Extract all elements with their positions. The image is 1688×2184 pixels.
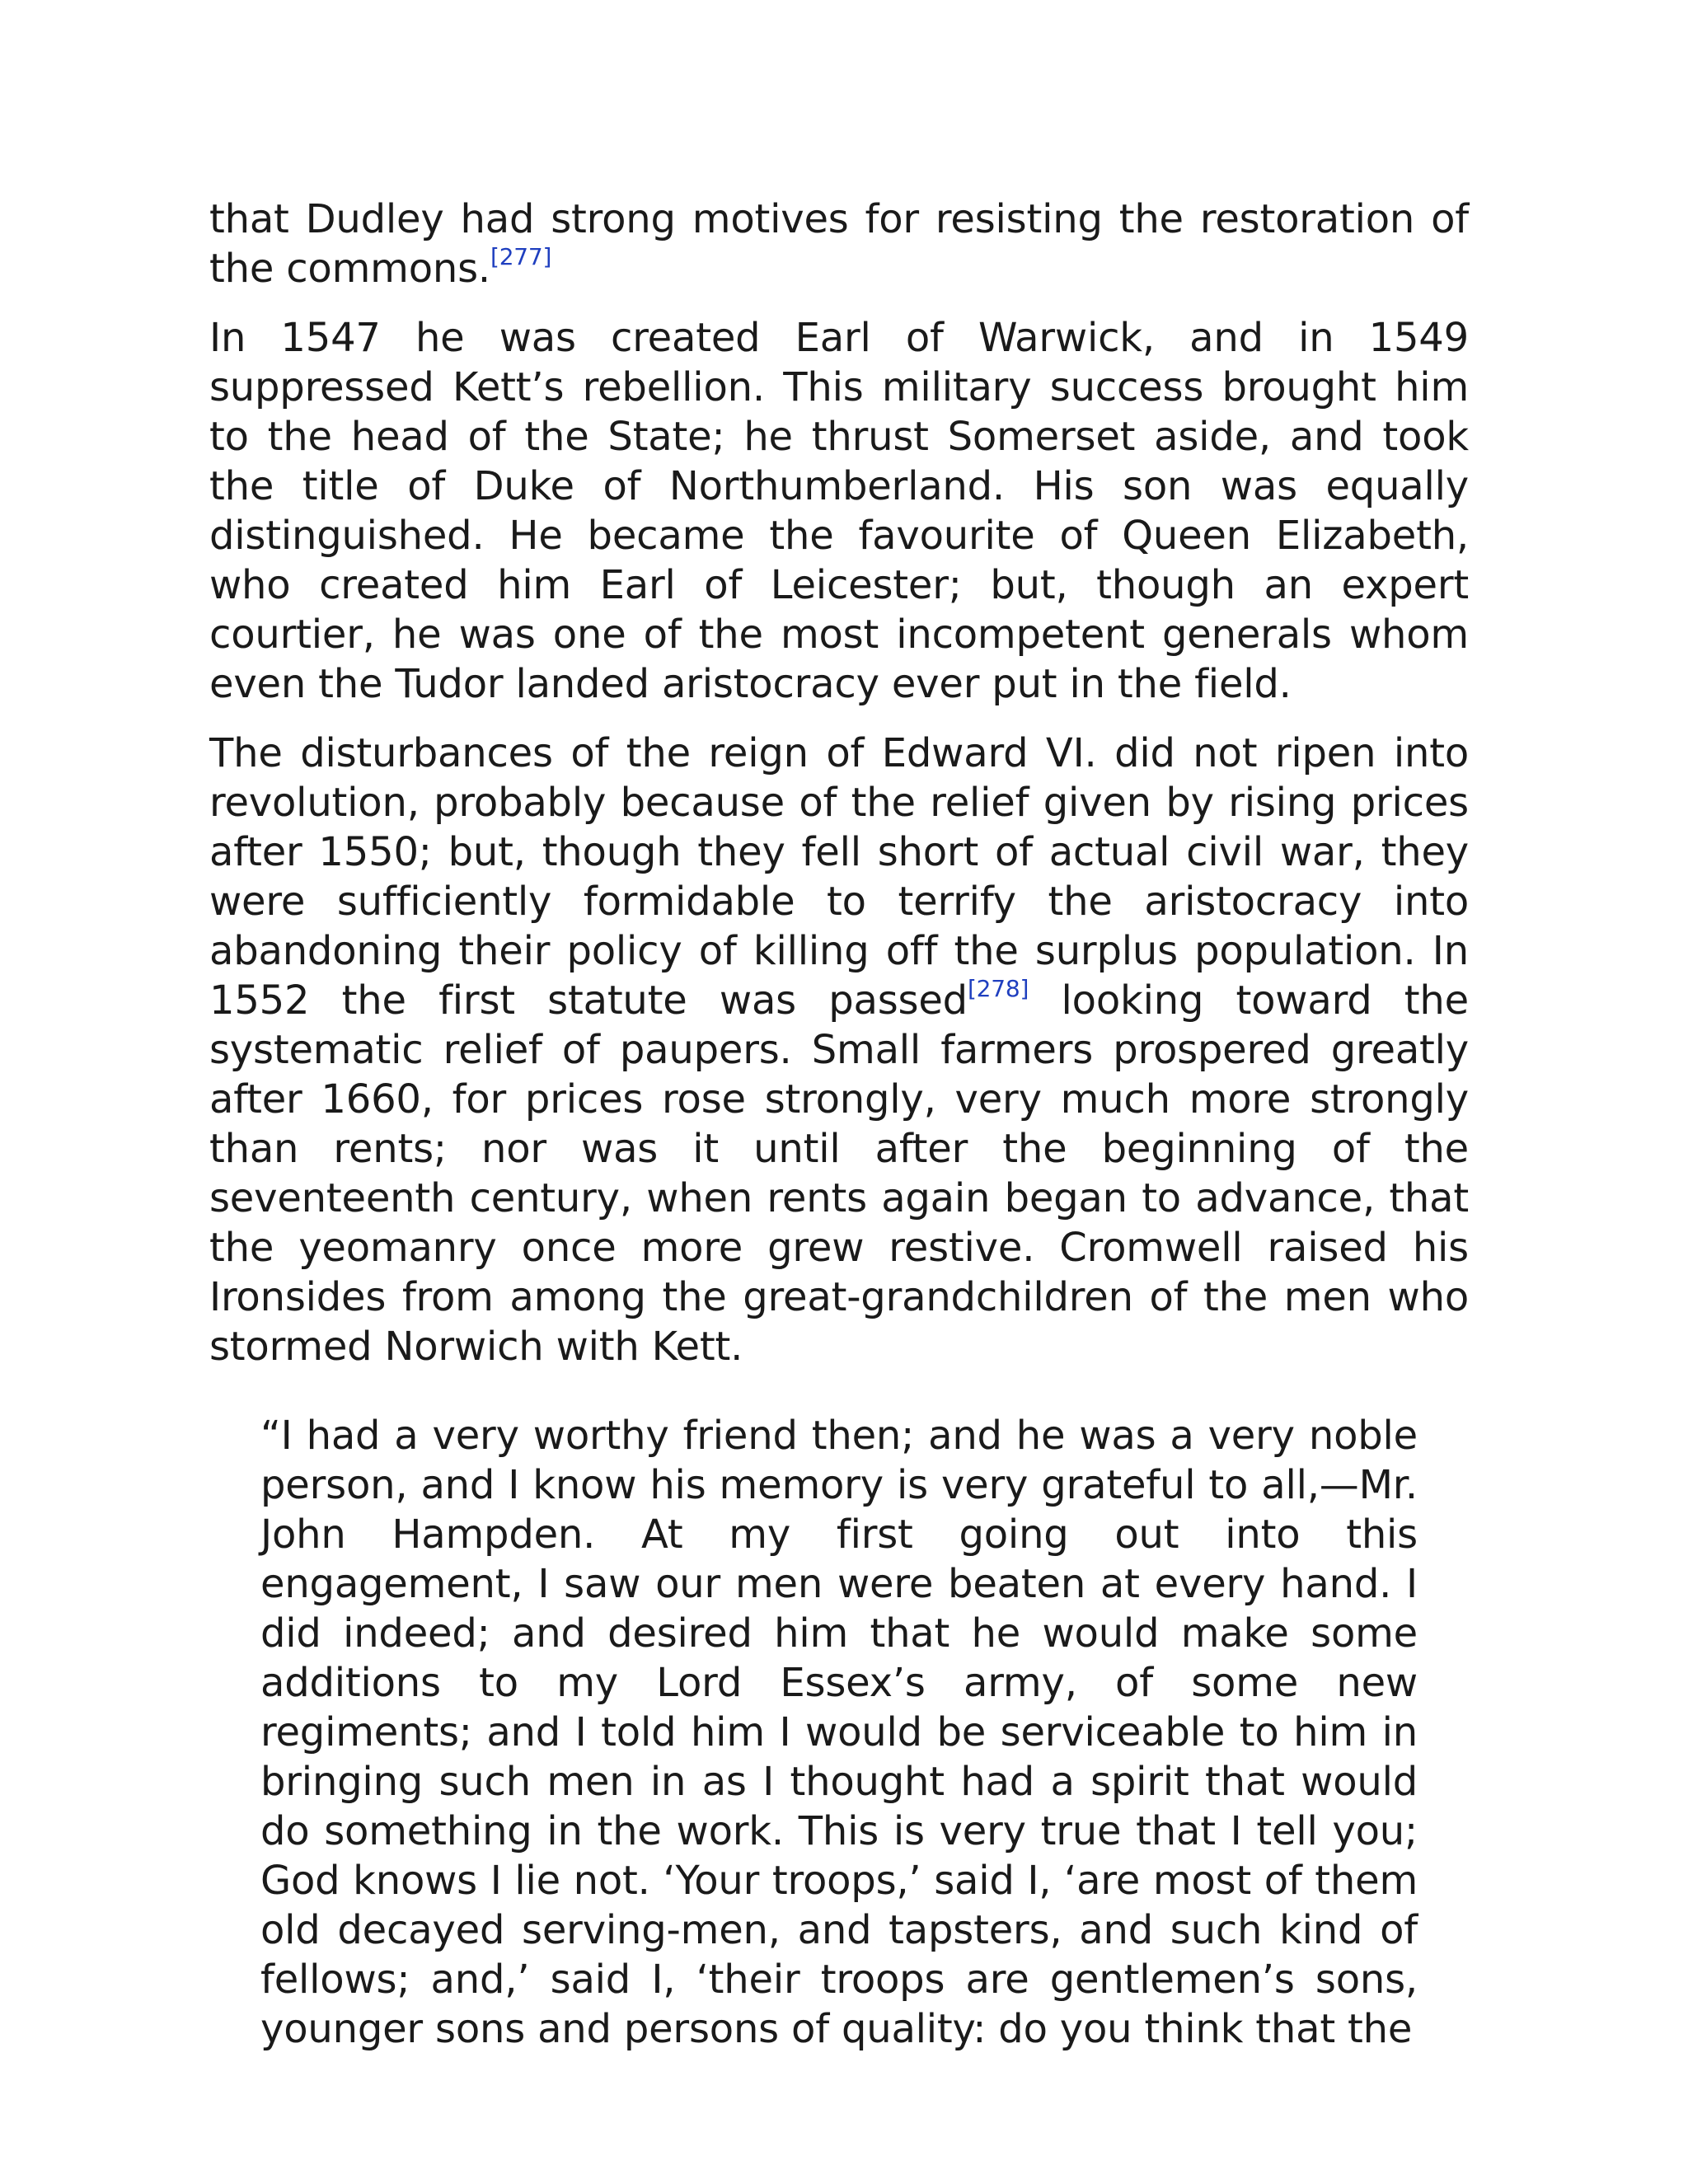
paragraph-3-text-before: The disturbances of the reign of Edward VI. did not ripen into revolution, probably because of the relief given by rising prices after 1550; but, though they fell short of actual civil war, they were sufficiently formidable to terrify the aristocracy into abandoning their policy of killing off the surplus population. In 1552 the first statute was passed bbox=[209, 730, 1469, 1024]
paragraph-3-text-after: looking toward the systematic relief of paupers. Small farmers prospered greatly after 1660, for prices rose strongly, very much more strongly than rents; nor was it until after the beginning of the seventeenth century, when rents again began to advance, that the yeomanry once more grew restive. Cromwell raised his Ironsides from among the great-grandchildren of the men who stormed Norwich with Kett. bbox=[209, 977, 1469, 1370]
paragraph-2-text: In 1547 he was created Earl of Warwick, and in 1549 suppressed Kett’s rebellion. This military success brought him to the head of the State; he thrust Somerset aside, and took the title of Duke of Northumberland. His son was equally distinguished. He became the favourite of Queen Elizabeth, who created him Earl of Leicester; but, though an expert courtier, he was one of the most incompetent generals whom even the Tudor landed aristocracy ever put in the field. bbox=[209, 315, 1469, 707]
paragraph-2 bbox=[209, 313, 1469, 709]
page-body bbox=[209, 194, 1469, 2054]
footnote-link-277[interactable]: [277] bbox=[490, 243, 552, 270]
footnote-link-278[interactable]: [278] bbox=[967, 975, 1029, 1002]
block-quote bbox=[260, 1411, 1418, 2054]
block-quote-text: “I had a very worthy friend then; and he was a very noble person, and I know his memory is very grateful to all,—Mr. John Hampden. At my first going out into this engagement, I saw our men were beaten at every hand. I did indeed; and desired him that he would make some additions to my Lord Essex’s army, of some new regiments; and I told him I would be serviceable to him in bringing such men in as I thought had a spirit that would do something in the work. This is very true that I tell you; God knows I lie not. ‘Your troops,’ said I, ‘are most of them old decayed serving-men, and tapsters, and such kind of fellows; and,’ said I, ‘their troops are gentlemen’s sons, younger sons and persons of quality: do you think that the bbox=[260, 1413, 1418, 2052]
paragraph-1 bbox=[209, 194, 1469, 293]
paragraph-1-text: that Dudley had strong motives for resisting the restoration of the commons. bbox=[209, 196, 1469, 292]
paragraph-3 bbox=[209, 729, 1469, 1371]
